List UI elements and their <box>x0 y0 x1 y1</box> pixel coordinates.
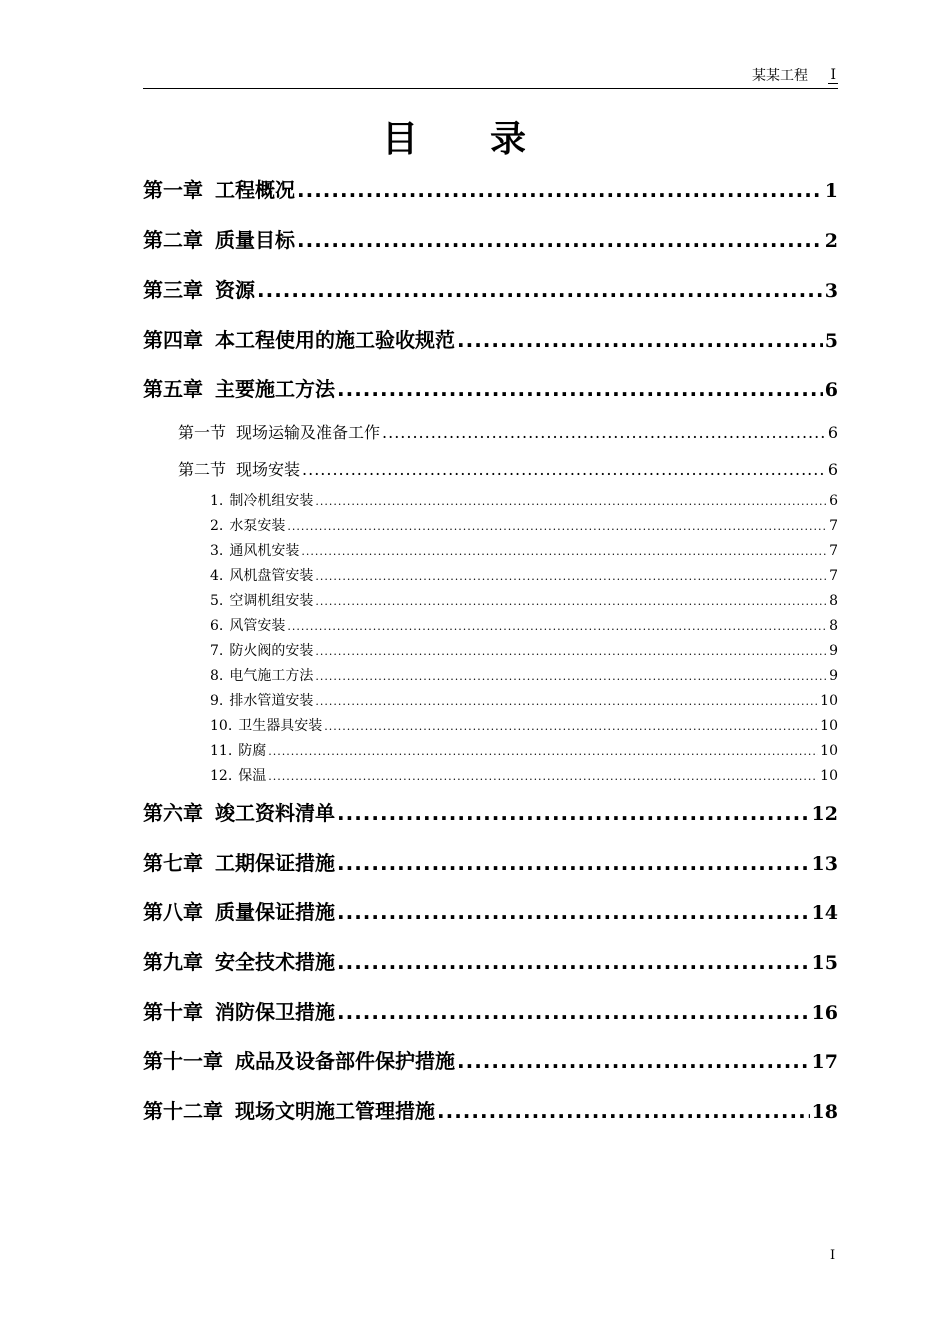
chapter-number: 第七章 <box>143 851 203 875</box>
chapter-number: 第二章 <box>143 228 203 252</box>
dot-leader <box>287 516 827 536</box>
dot-leader <box>297 175 823 205</box>
dot-leader <box>457 325 823 355</box>
toc-chapter-6[interactable] <box>143 798 838 828</box>
dot-leader <box>337 947 810 977</box>
chapter-number: 第三章 <box>143 278 203 302</box>
page-number: 7 <box>829 568 838 584</box>
dot-leader <box>315 641 827 661</box>
dot-leader <box>337 374 823 404</box>
dot-leader <box>257 275 823 305</box>
item-number: 4. <box>210 568 224 584</box>
dot-leader <box>337 897 810 927</box>
chapter-title: 主要施工方法 <box>215 377 335 401</box>
page-number: 14 <box>811 902 838 924</box>
item-number: 2. <box>210 518 224 534</box>
header-page-number: I <box>830 67 836 83</box>
dot-leader <box>337 997 810 1027</box>
toc-chapter-12[interactable] <box>143 1096 838 1126</box>
toc-chapter-8[interactable] <box>143 897 838 927</box>
chapter-title: 本工程使用的施工验收规范 <box>215 328 455 352</box>
chapter-number: 第一章 <box>143 178 203 202</box>
item-number: 3. <box>210 543 224 559</box>
chapter-number: 第八章 <box>143 900 203 924</box>
page-number: 6 <box>827 460 838 479</box>
dot-leader <box>287 616 827 636</box>
page-number: 7 <box>829 518 838 534</box>
dot-leader <box>315 566 827 586</box>
chapter-number: 第十章 <box>143 1000 203 1024</box>
dot-leader <box>337 848 810 878</box>
toc-item-7[interactable] <box>210 641 838 661</box>
toc-chapter-10[interactable] <box>143 997 838 1027</box>
item-number: 10. <box>210 718 233 734</box>
page-number: 8 <box>829 618 838 634</box>
page-number: 18 <box>811 1101 838 1123</box>
item-title: 防腐 <box>238 743 267 759</box>
dot-leader <box>315 491 827 511</box>
dot-leader <box>457 1046 810 1076</box>
toc-chapter-1[interactable] <box>143 175 838 205</box>
page-number: 12 <box>811 803 838 825</box>
toc-section-1[interactable] <box>178 421 838 445</box>
header-title: 某某工程 <box>752 68 808 84</box>
chapter-title: 工程概况 <box>215 178 295 202</box>
dot-leader <box>437 1096 810 1126</box>
section-number: 第二节 <box>178 460 227 479</box>
chapter-title: 质量目标 <box>215 228 295 252</box>
dot-leader <box>268 741 818 761</box>
page-header <box>143 66 838 89</box>
chapter-number: 第六章 <box>143 801 203 825</box>
page-number: 10 <box>820 743 838 759</box>
dot-leader <box>302 458 826 482</box>
item-title: 保温 <box>238 768 267 784</box>
toc-item-9[interactable] <box>210 691 838 711</box>
chapter-number: 第十一章 <box>143 1049 223 1073</box>
page-number: 17 <box>811 1051 838 1073</box>
toc-item-1[interactable] <box>210 491 838 511</box>
item-title: 制冷机组安装 <box>229 493 314 509</box>
item-number: 7. <box>210 643 224 659</box>
item-title: 风管安装 <box>229 618 286 634</box>
section-number: 第一节 <box>178 423 227 442</box>
page-number: 1 <box>824 180 838 202</box>
page-number: 10 <box>820 693 838 709</box>
page-number: 6 <box>829 493 838 509</box>
chapter-title: 竣工资料清单 <box>215 801 335 825</box>
item-number: 6. <box>210 618 224 634</box>
page-number: 15 <box>811 952 838 974</box>
page-number: 10 <box>820 768 838 784</box>
chapter-title: 质量保证措施 <box>215 900 335 924</box>
page-number: 10 <box>820 718 838 734</box>
page-number: 6 <box>824 379 838 401</box>
toc-chapter-4[interactable] <box>143 325 838 355</box>
item-title: 电气施工方法 <box>229 668 314 684</box>
item-number: 1. <box>210 493 224 509</box>
toc-item-11[interactable] <box>210 741 838 761</box>
dot-leader <box>268 766 818 786</box>
toc-chapter-7[interactable] <box>143 848 838 878</box>
item-title: 水泵安装 <box>229 518 286 534</box>
item-number: 5. <box>210 593 224 609</box>
toc-item-8[interactable] <box>210 666 838 686</box>
page-number: 16 <box>811 1002 838 1024</box>
page-number: 8 <box>829 593 838 609</box>
page-number: 5 <box>824 330 838 352</box>
page-number: 9 <box>829 668 838 684</box>
dot-leader <box>315 666 827 686</box>
page-number: 2 <box>824 230 838 252</box>
chapter-title: 消防保卫措施 <box>215 1000 335 1024</box>
chapter-number: 第十二章 <box>143 1099 223 1123</box>
dot-leader <box>382 421 826 445</box>
toc-chapter-5[interactable] <box>143 374 838 404</box>
section-title: 现场安装 <box>236 460 301 479</box>
item-title: 卫生器具安装 <box>238 718 323 734</box>
chapter-title: 工期保证措施 <box>215 851 335 875</box>
dot-leader <box>315 591 827 611</box>
chapter-title: 安全技术措施 <box>215 950 335 974</box>
item-title: 通风机安装 <box>229 543 300 559</box>
dot-leader <box>301 541 827 561</box>
toc-item-2[interactable] <box>210 516 838 536</box>
footer-page-number: I <box>830 1248 836 1263</box>
toc-title: 目录 <box>381 119 598 160</box>
toc-chapter-9[interactable] <box>143 947 838 977</box>
chapter-title: 成品及设备部件保护措施 <box>235 1049 455 1073</box>
chapter-number: 第九章 <box>143 950 203 974</box>
toc-item-4[interactable] <box>210 566 838 586</box>
toc-chapter-11[interactable] <box>143 1046 838 1076</box>
toc-section-2[interactable] <box>178 458 838 482</box>
chapter-title: 现场文明施工管理措施 <box>235 1099 435 1123</box>
page-number: 3 <box>824 280 838 302</box>
dot-leader <box>297 225 823 255</box>
toc-chapter-2[interactable] <box>143 225 838 255</box>
item-number: 11. <box>210 743 233 759</box>
item-title: 防火阀的安装 <box>229 643 314 659</box>
chapter-title: 资源 <box>215 278 255 302</box>
toc-item-6[interactable] <box>210 616 838 636</box>
dot-leader <box>315 691 818 711</box>
toc-chapter-3[interactable] <box>143 275 838 305</box>
toc-item-5[interactable] <box>210 591 838 611</box>
item-number: 12. <box>210 768 233 784</box>
item-number: 8. <box>210 668 224 684</box>
dot-leader <box>324 716 818 736</box>
page-number: 13 <box>811 853 838 875</box>
item-title: 排水管道安装 <box>229 693 314 709</box>
dot-leader <box>337 798 810 828</box>
section-title: 现场运输及准备工作 <box>236 423 381 442</box>
item-title: 空调机组安装 <box>229 593 314 609</box>
chapter-number: 第五章 <box>143 377 203 401</box>
item-number: 9. <box>210 693 224 709</box>
toc-item-12[interactable] <box>210 766 838 786</box>
page-number: 6 <box>827 423 838 442</box>
page-number: 9 <box>829 643 838 659</box>
chapter-number: 第四章 <box>143 328 203 352</box>
toc-item-3[interactable] <box>210 541 838 561</box>
page-number: 7 <box>829 543 838 559</box>
toc-item-10[interactable] <box>210 716 838 736</box>
item-title: 风机盘管安装 <box>229 568 314 584</box>
